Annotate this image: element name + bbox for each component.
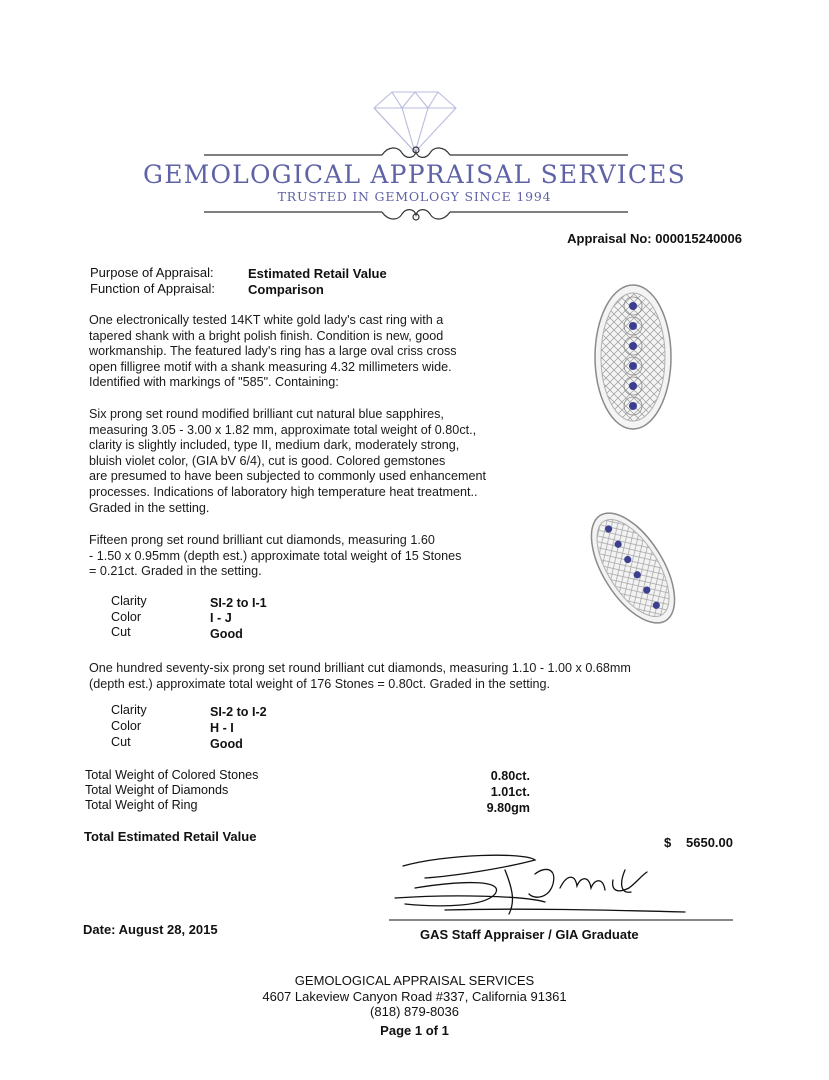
currency-symbol: $: [664, 835, 672, 850]
company-tagline: TRUSTED IN GEMOLOGY SINCE 1994: [277, 189, 552, 204]
diamonds-1-color-label: Color: [111, 610, 142, 624]
description-line: workmanship. The featured lady's ring has a large oval criss cross: [89, 344, 457, 359]
page-number: Page 1 of 1: [380, 1023, 449, 1038]
diamonds-1-line: = 0.21ct. Graded in the setting.: [89, 564, 262, 579]
diamonds-1-cut-label: Cut: [111, 625, 131, 639]
diamonds-2-cut-label: Cut: [111, 735, 131, 749]
diamonds-1-cut: Good: [210, 627, 243, 641]
sapphire-line: measuring 3.05 - 3.00 x 1.82 mm, approximate total weight of 0.80ct.,: [89, 422, 477, 437]
total-colored-label: Total Weight of Colored Stones: [85, 768, 259, 782]
company-name: GEMOLOGICAL APPRAISAL SERVICES: [143, 160, 686, 189]
sapphire-line: processes. Indications of laboratory high temperature heat treatment..: [89, 484, 478, 499]
diamonds-1-description: [89, 533, 461, 580]
diamonds-2-description: [89, 661, 631, 692]
ring-top-view-photo: [590, 282, 676, 432]
footer-phone: (818) 879-8036: [370, 1004, 459, 1019]
diamonds-2-color: H - I: [210, 721, 234, 735]
description-line: open filligree motif with a shank measuring 4.32 millimeters wide.: [89, 359, 452, 374]
sapphire-line: are presumed to have been subjected to commonly used enhancement: [89, 469, 486, 484]
total-diamonds-label: Total Weight of Diamonds: [85, 783, 229, 797]
footer-company: GEMOLOGICAL APPRAISAL SERVICES: [294, 973, 535, 988]
ring-angled-view-photo: [572, 506, 694, 630]
sapphire-line: Graded in the setting.: [89, 500, 210, 515]
diamonds-1-line: - 1.50 x 0.95mm (depth est.) approximate total weight of 15 Stones: [89, 548, 462, 563]
header-flourish-bottom: [200, 202, 632, 224]
diamonds-2-line: (depth est.) approximate total weight of 176 Stones = 0.80ct. Graded in the setting.: [89, 676, 551, 691]
diamonds-1-clarity-label: Clarity: [111, 594, 147, 608]
diamonds-2-line: One hundred seventy-six prong set round brilliant cut diamonds, measuring 1.10 - 1.00 x 0.68mm: [89, 661, 631, 675]
description-line: tapered shank with a bright polish finish. Condition is new, good: [89, 328, 444, 343]
total-diamonds-value: 1.01ct.: [490, 785, 530, 799]
sapphire-line: bluish violet color, (GIA bV 6/4), cut is good. Colored gemstones: [89, 453, 446, 468]
total-colored-value: 0.80ct.: [490, 769, 530, 783]
diamonds-1-color: I - J: [210, 611, 232, 625]
purpose-value: Estimated Retail Value: [248, 266, 387, 281]
function-label: Function of Appraisal:: [90, 281, 216, 296]
sapphire-description: [89, 407, 486, 516]
appraisal-number: Appraisal No: 000015240006: [567, 231, 742, 246]
diamonds-2-color-label: Color: [111, 719, 142, 733]
retail-value-label: Total Estimated Retail Value: [84, 829, 257, 844]
diamonds-2-cut: Good: [210, 737, 243, 751]
description-line: One electronically tested 14KT white gold lady's cast ring with a: [89, 313, 444, 327]
appraiser-title: GAS Staff Appraiser / GIA Graduate: [420, 927, 639, 942]
diamonds-1-line: Fifteen prong set round brilliant cut diamonds, measuring 1.60: [89, 533, 435, 547]
function-value: Comparison: [248, 282, 324, 297]
diamonds-2-clarity: SI-2 to I-2: [210, 705, 267, 719]
retail-value: 5650.00: [686, 835, 733, 850]
ring-description: [89, 313, 457, 391]
footer-address: 4607 Lakeview Canyon Road #337, California 91361: [262, 989, 567, 1004]
purpose-label: Purpose of Appraisal:: [90, 265, 214, 280]
diamonds-2-clarity-label: Clarity: [111, 703, 147, 717]
sapphire-line: Six prong set round modified brilliant cut natural blue sapphires,: [89, 407, 444, 421]
diamonds-1-clarity: SI-2 to I-1: [210, 596, 267, 610]
sapphire-line: clarity is slightly included, type II, medium dark, moderately strong,: [89, 438, 460, 453]
appraisal-date: Date: August 28, 2015: [83, 922, 218, 937]
handwritten-signature: [385, 850, 735, 925]
total-ring-label: Total Weight of Ring: [85, 798, 198, 812]
description-line: Identified with markings of "585". Containing:: [89, 375, 339, 390]
total-ring-value: 9.80gm: [486, 801, 530, 815]
